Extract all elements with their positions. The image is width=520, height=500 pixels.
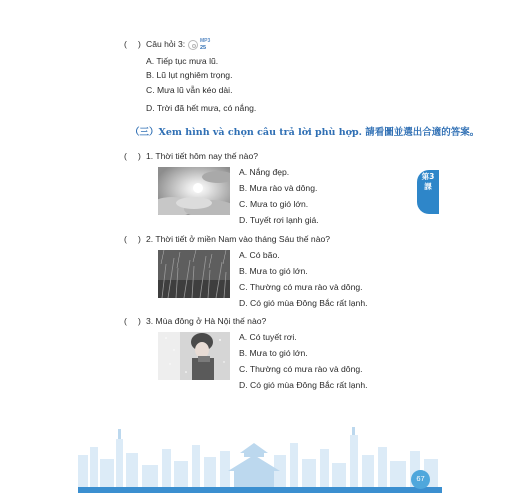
open-paren: ( — [124, 39, 127, 49]
option-c: C. Mưa lũ vẫn kéo dài. — [146, 85, 233, 95]
rain-on-plants-photo — [158, 250, 230, 298]
close-paren: ) — [138, 316, 141, 326]
q3-option-c: C. Thường có mưa rào và dông. — [239, 364, 363, 374]
question-2-text: 2. Thời tiết ở miền Nam vào tháng Sáu thế nào? — [146, 234, 331, 244]
q2-option-d: D. Có gió mùa Đông Bắc rất lạnh. — [239, 298, 368, 308]
city-skyline-illustration — [78, 425, 442, 493]
section-heading: （三）Xem hình và chọn câu trả lời phù hợp. 請看圖並選出合適的答案。 — [130, 127, 480, 138]
audio-disc-icon[interactable] — [188, 40, 198, 50]
q2-option-b: B. Mưa to gió lớn. — [239, 266, 308, 276]
sun-behind-clouds-photo — [158, 167, 230, 215]
close-paren: ) — [138, 39, 141, 49]
question-3-text: 3. Mùa đông ở Hà Nội thế nào? — [146, 316, 267, 326]
q1-option-d: D. Tuyết rơi lạnh giá. — [239, 215, 319, 225]
q3-option-d: D. Có gió mùa Đông Bắc rất lạnh. — [239, 380, 368, 390]
q1-option-c: C. Mưa to gió lớn. — [239, 199, 309, 209]
audio-track-number: 25 — [200, 44, 207, 51]
open-paren: ( — [124, 316, 127, 326]
lesson-tab-label: 第3課 — [421, 172, 435, 191]
audio-label: MP3 — [200, 38, 211, 44]
q2-option-a: A. Có bão. — [239, 250, 280, 260]
close-paren: ) — [138, 151, 141, 161]
q1-option-a: A. Nắng đẹp. — [239, 167, 290, 177]
option-d: D. Trời đã hết mưa, có nắng. — [146, 103, 257, 113]
q1-option-b: B. Mưa rào và dông. — [239, 183, 318, 193]
q3-option-a: A. Có tuyết rơi. — [239, 332, 297, 342]
q2-option-c: C. Thường có mưa rào và dông. — [239, 282, 363, 292]
question-label: Câu hỏi 3: — [146, 39, 186, 49]
question-1-text: 1. Thời tiết hôm nay thế nào? — [146, 151, 259, 161]
page-number: 67 — [416, 473, 425, 483]
option-b: B. Lũ lụt nghiêm trọng. — [146, 70, 233, 80]
open-paren: ( — [124, 234, 127, 244]
q3-option-b: B. Mưa to gió lớn. — [239, 348, 308, 358]
option-a: A. Tiếp tục mưa lũ. — [146, 56, 219, 66]
close-paren: ) — [138, 234, 141, 244]
woman-in-snow-photo — [158, 332, 230, 380]
open-paren: ( — [124, 151, 127, 161]
